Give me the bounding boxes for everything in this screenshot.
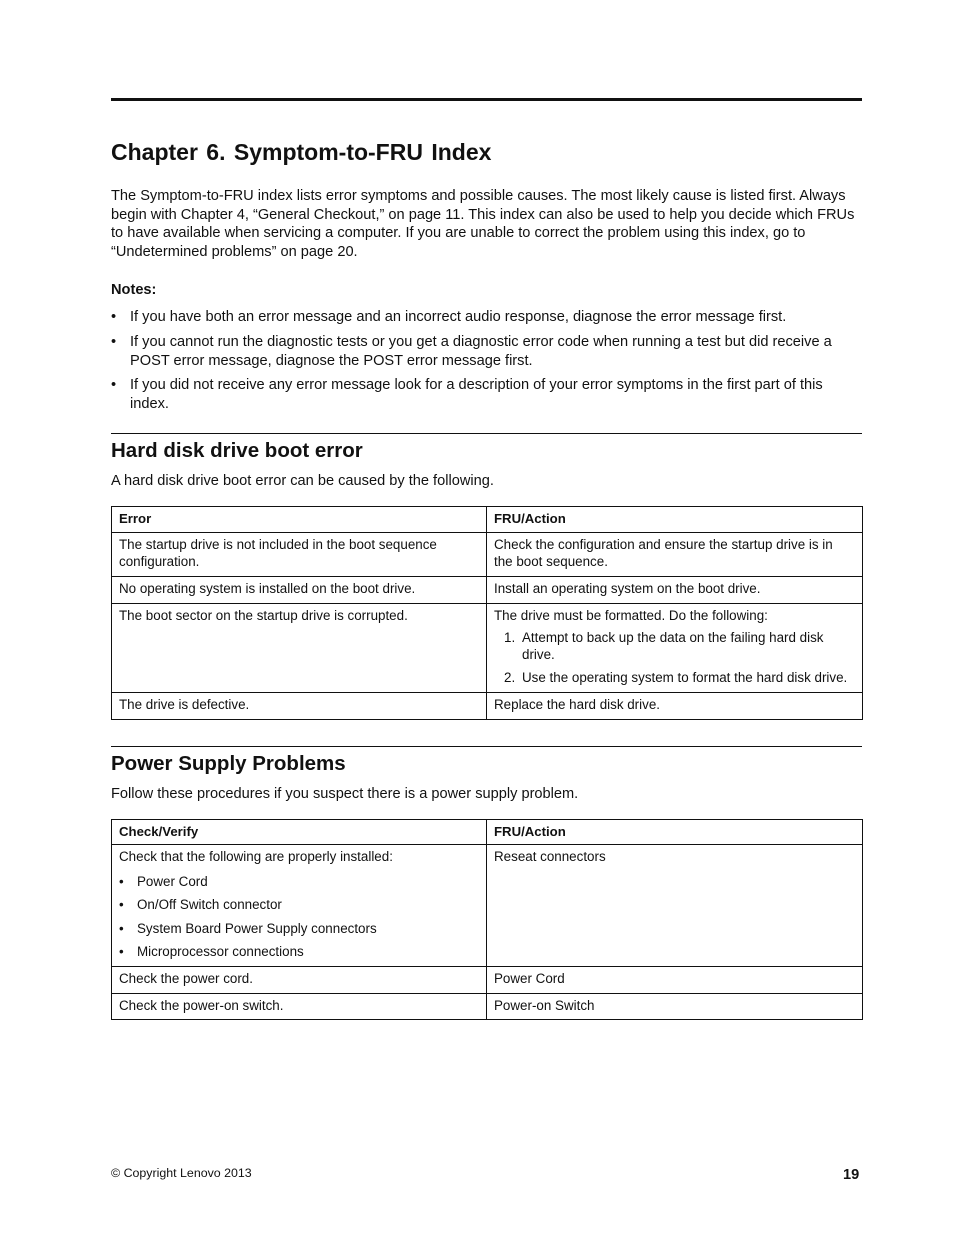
table-header-row <box>112 507 863 533</box>
note-item: • If you did not receive any error message look for a description of your error symptoms in the first part of this index. <box>111 376 862 413</box>
section-rule <box>111 746 862 747</box>
hdd-section-description: A hard disk drive boot error can be caused by the following. <box>111 473 494 490</box>
action-cell: Reseat connectors <box>487 845 863 966</box>
action-cell: Power Cord <box>487 966 863 993</box>
hdd-section-title: Hard disk drive boot error <box>111 439 363 463</box>
check-item: • System Board Power Supply connectors <box>119 921 479 938</box>
footer-copyright: © Copyright Lenovo 2013 <box>111 1166 252 1180</box>
error-cell: No operating system is installed on the boot drive. <box>112 576 487 603</box>
check-cell <box>112 845 487 966</box>
power-section-title: Power Supply Problems <box>111 751 346 775</box>
action-text: The drive must be formatted. Do the following: <box>494 607 768 623</box>
action-step <box>494 670 855 687</box>
table-row <box>112 576 863 603</box>
check-item: • Microprocessor connections <box>119 944 479 961</box>
power-supply-table <box>111 819 863 1021</box>
table-row <box>112 533 863 577</box>
action-cell <box>487 603 863 692</box>
column-header-check-verify: Check/Verify <box>112 819 487 845</box>
check-items <box>119 874 479 961</box>
table-header-row <box>112 819 863 845</box>
column-header-fru-action: FRU/Action <box>487 507 863 533</box>
step-number: 2. <box>504 669 516 685</box>
error-cell: The drive is defective. <box>112 692 487 719</box>
notes-title: Notes: <box>111 282 157 299</box>
chapter-intro: The Symptom-to-FRU index lists error symptoms and possible causes. The most likely cause is listed first. Always begin with Chapter 4, “General Checkout,” on page 11. This index can also be used to help you decide which FRUs to have available when servicing a computer. If you are unable to correct the problem using this index, go to “Undetermined problems” on page 20. <box>111 188 855 260</box>
action-cell: Power-on Switch <box>487 993 863 1020</box>
page-number: 19 <box>843 1167 860 1183</box>
notes-list <box>111 308 862 413</box>
action-cell: Install an operating system on the boot drive. <box>487 576 863 603</box>
table-row <box>112 993 863 1020</box>
action-step <box>494 630 855 664</box>
check-cell: Check the power cord. <box>112 966 487 993</box>
step-text: Attempt to back up the data on the failing hard disk drive. <box>522 630 824 663</box>
hdd-boot-error-table <box>111 506 863 719</box>
column-header-fru-action: FRU/Action <box>487 819 863 845</box>
step-text: Use the operating system to format the hard disk drive. <box>522 669 848 685</box>
chapter-title: Chapter 6. Symptom-to-FRU Index <box>111 139 492 165</box>
error-cell: The boot sector on the startup drive is corrupted. <box>112 603 487 692</box>
table-row <box>112 603 863 692</box>
table-row <box>112 845 863 966</box>
power-section-description: Follow these procedures if you suspect there is a power supply problem. <box>111 785 579 802</box>
check-text: Check that the following are properly installed: <box>119 849 393 865</box>
note-item: • If you cannot run the diagnostic tests or you get a diagnostic error code when running a test but did receive a POST error message, diagnose the POST error message first. <box>111 333 862 370</box>
chapter-top-rule <box>111 98 862 101</box>
page-content <box>111 98 862 1020</box>
column-header-error: Error <box>112 507 487 533</box>
table-row <box>112 966 863 993</box>
check-cell: Check the power-on switch. <box>112 993 487 1020</box>
step-number: 1. <box>504 630 516 646</box>
check-item: • On/Off Switch connector <box>119 897 479 914</box>
action-steps <box>494 630 855 686</box>
error-cell: The startup drive is not included in the boot sequence configuration. <box>112 533 487 577</box>
section-rule <box>111 433 862 434</box>
action-cell: Replace the hard disk drive. <box>487 692 863 719</box>
note-item: • If you have both an error message and an incorrect audio response, diagnose the error message first. <box>111 308 862 327</box>
table-row <box>112 692 863 719</box>
check-item: • Power Cord <box>119 874 479 891</box>
action-cell: Check the configuration and ensure the startup drive is in the boot sequence. <box>487 533 863 577</box>
